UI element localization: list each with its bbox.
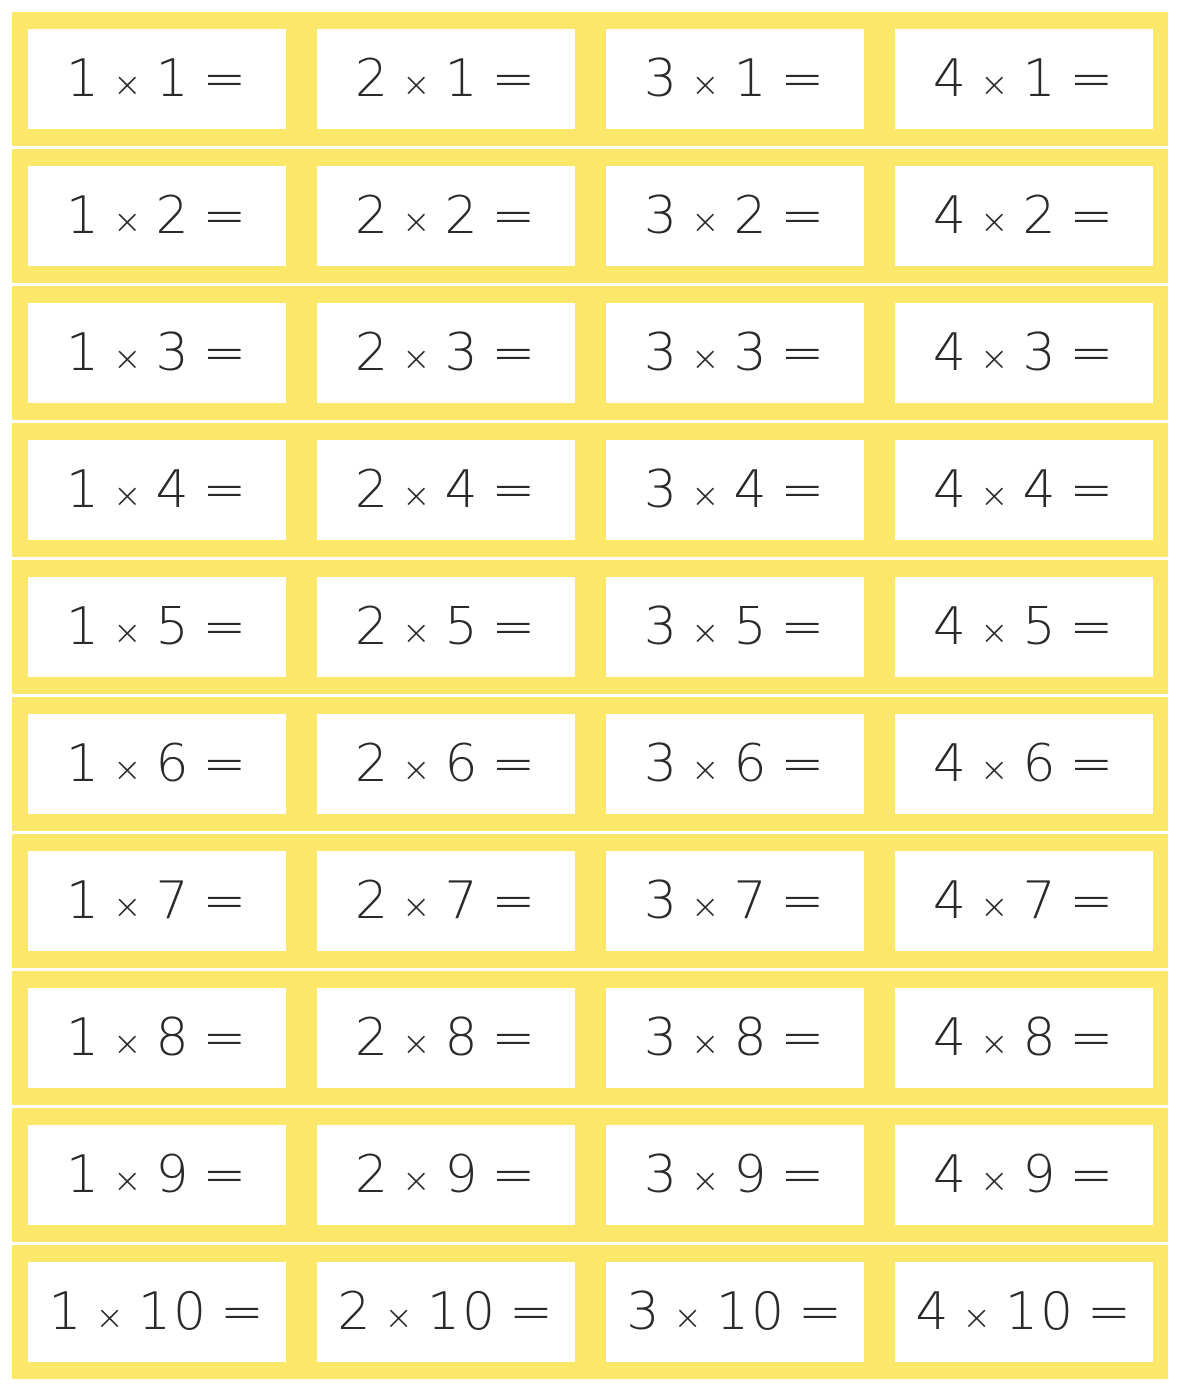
times-sign: × [401, 476, 433, 516]
flashcard [606, 577, 864, 677]
factor-b: 10 [1004, 1282, 1076, 1342]
flashcard [28, 1262, 286, 1362]
flashcard [895, 303, 1153, 403]
equals-sign: = [1069, 460, 1116, 520]
card-row [12, 971, 1168, 1105]
factor-b: 1 [1022, 49, 1058, 109]
factor-b: 7 [444, 871, 480, 931]
factor-a: 1 [48, 1282, 84, 1342]
times-sign: × [690, 750, 722, 790]
flashcard [317, 851, 575, 951]
times-sign: × [112, 613, 144, 653]
factor-b: 5 [155, 597, 191, 657]
times-sign: × [112, 202, 144, 242]
flashcard [317, 166, 575, 266]
factor-b: 2 [733, 186, 769, 246]
times-sign: × [95, 1298, 126, 1338]
flashcard [606, 440, 864, 540]
factor-b: 2 [444, 186, 480, 246]
flashcard [606, 303, 864, 403]
equals-sign: = [1069, 49, 1116, 109]
factor-a: 3 [643, 49, 679, 109]
equals-sign: = [1069, 186, 1116, 246]
factor-b: 10 [426, 1282, 498, 1342]
factor-a: 1 [65, 323, 101, 383]
factor-a: 4 [932, 597, 968, 657]
flashcard [895, 166, 1153, 266]
times-sign: × [401, 887, 433, 927]
card-row [12, 1108, 1168, 1242]
factor-b: 2 [1022, 186, 1058, 246]
equals-sign: = [780, 597, 827, 657]
factor-b: 7 [1022, 871, 1058, 931]
factor-b: 3 [444, 323, 480, 383]
flashcard [895, 577, 1153, 677]
equals-sign: = [509, 1282, 555, 1342]
factor-a: 2 [337, 1282, 373, 1342]
factor-a: 1 [65, 1008, 101, 1068]
flashcard [606, 714, 864, 814]
flashcard [28, 166, 286, 266]
equals-sign: = [491, 49, 538, 109]
factor-a: 1 [65, 1145, 101, 1205]
factor-b: 9 [733, 1145, 769, 1205]
times-sign: × [112, 65, 144, 105]
equals-sign: = [1087, 1282, 1133, 1342]
times-sign: × [979, 65, 1011, 105]
factor-b: 5 [733, 597, 769, 657]
factor-a: 3 [643, 597, 679, 657]
factor-a: 4 [932, 871, 968, 931]
times-sign: × [979, 1161, 1011, 1201]
flashcard [317, 29, 575, 129]
equals-sign: = [780, 871, 827, 931]
card-row [12, 697, 1168, 831]
flashcard [28, 851, 286, 951]
flashcard [28, 440, 286, 540]
times-sign: × [673, 1298, 704, 1338]
flashcard [606, 1125, 864, 1225]
factor-a: 2 [354, 734, 390, 794]
factor-b: 4 [1022, 460, 1058, 520]
times-sign: × [979, 613, 1011, 653]
times-sign: × [112, 887, 144, 927]
times-sign: × [690, 1161, 722, 1201]
times-sign: × [690, 202, 722, 242]
equals-sign: = [1069, 734, 1116, 794]
equals-sign: = [780, 186, 827, 246]
equals-sign: = [780, 49, 827, 109]
factor-a: 2 [354, 186, 390, 246]
times-sign: × [401, 65, 433, 105]
flashcard [895, 851, 1153, 951]
factor-b: 4 [155, 460, 191, 520]
card-row [12, 149, 1168, 283]
equals-sign: = [1069, 1008, 1116, 1068]
equals-sign: = [780, 1145, 827, 1205]
equals-sign: = [202, 597, 249, 657]
equals-sign: = [1069, 323, 1116, 383]
equals-sign: = [202, 186, 249, 246]
card-row [12, 423, 1168, 557]
times-sign: × [401, 1161, 433, 1201]
equals-sign: = [202, 49, 249, 109]
factor-b: 1 [155, 49, 191, 109]
times-sign: × [112, 750, 144, 790]
flashcard [317, 577, 575, 677]
factor-a: 4 [932, 1008, 968, 1068]
flashcard [28, 714, 286, 814]
flashcard [606, 166, 864, 266]
flashcard [895, 1125, 1153, 1225]
factor-a: 1 [65, 49, 101, 109]
factor-a: 2 [354, 1145, 390, 1205]
times-sign: × [690, 613, 722, 653]
factor-b: 8 [155, 1008, 191, 1068]
factor-b: 9 [444, 1145, 480, 1205]
equals-sign: = [780, 1008, 827, 1068]
times-sign: × [690, 339, 722, 379]
flashcard [606, 29, 864, 129]
flashcard [606, 1262, 864, 1362]
factor-b: 7 [733, 871, 769, 931]
factor-b: 3 [733, 323, 769, 383]
times-sign: × [690, 887, 722, 927]
factor-a: 1 [65, 871, 101, 931]
factor-a: 1 [65, 734, 101, 794]
factor-b: 9 [1022, 1145, 1058, 1205]
factor-a: 4 [932, 49, 968, 109]
factor-a: 3 [643, 871, 679, 931]
equals-sign: = [491, 460, 538, 520]
flashcard [317, 988, 575, 1088]
factor-a: 3 [626, 1282, 662, 1342]
equals-sign: = [202, 323, 249, 383]
card-row [12, 834, 1168, 968]
equals-sign: = [780, 734, 827, 794]
card-row [12, 12, 1168, 146]
equals-sign: = [202, 734, 249, 794]
times-sign: × [401, 613, 433, 653]
equals-sign: = [202, 1008, 249, 1068]
factor-b: 3 [1022, 323, 1058, 383]
equals-sign: = [491, 1145, 538, 1205]
equals-sign: = [491, 597, 538, 657]
equals-sign: = [202, 871, 249, 931]
equals-sign: = [220, 1282, 266, 1342]
factor-a: 3 [643, 460, 679, 520]
factor-a: 1 [65, 597, 101, 657]
flashcard [606, 988, 864, 1088]
equals-sign: = [491, 871, 538, 931]
factor-b: 8 [1022, 1008, 1058, 1068]
factor-a: 2 [354, 460, 390, 520]
flashcard [317, 1262, 575, 1362]
flashcard [895, 714, 1153, 814]
factor-b: 6 [155, 734, 191, 794]
card-row [12, 560, 1168, 694]
factor-b: 2 [155, 186, 191, 246]
factor-a: 1 [65, 460, 101, 520]
equals-sign: = [798, 1282, 844, 1342]
equals-sign: = [1069, 871, 1116, 931]
flashcard [317, 440, 575, 540]
factor-a: 4 [915, 1282, 951, 1342]
times-sign: × [401, 750, 433, 790]
flashcard [28, 1125, 286, 1225]
factor-b: 10 [137, 1282, 209, 1342]
factor-a: 2 [354, 323, 390, 383]
factor-b: 8 [444, 1008, 480, 1068]
equals-sign: = [491, 323, 538, 383]
flashcard [28, 29, 286, 129]
times-sign: × [962, 1298, 993, 1338]
factor-b: 5 [1022, 597, 1058, 657]
factor-b: 1 [444, 49, 480, 109]
factor-a: 4 [932, 186, 968, 246]
factor-b: 5 [444, 597, 480, 657]
factor-a: 2 [354, 871, 390, 931]
factor-b: 1 [733, 49, 769, 109]
times-sign: × [690, 476, 722, 516]
flashcard [317, 714, 575, 814]
factor-b: 4 [444, 460, 480, 520]
equals-sign: = [491, 1008, 538, 1068]
flashcard [895, 29, 1153, 129]
equals-sign: = [202, 460, 249, 520]
factor-a: 4 [932, 460, 968, 520]
flashcard [895, 988, 1153, 1088]
times-sign: × [979, 750, 1011, 790]
times-sign: × [112, 1024, 144, 1064]
times-sign: × [979, 887, 1011, 927]
equals-sign: = [491, 186, 538, 246]
factor-a: 3 [643, 1008, 679, 1068]
factor-a: 3 [643, 734, 679, 794]
factor-a: 2 [354, 49, 390, 109]
factor-b: 6 [733, 734, 769, 794]
equals-sign: = [780, 460, 827, 520]
times-sign: × [401, 202, 433, 242]
factor-b: 6 [444, 734, 480, 794]
times-sign: × [112, 1161, 144, 1201]
flashcard [28, 303, 286, 403]
factor-b: 6 [1022, 734, 1058, 794]
times-sign: × [112, 339, 144, 379]
card-row [12, 286, 1168, 420]
flashcard [28, 577, 286, 677]
factor-a: 2 [354, 597, 390, 657]
factor-b: 4 [733, 460, 769, 520]
factor-a: 4 [932, 323, 968, 383]
times-sign: × [401, 1024, 433, 1064]
factor-b: 9 [155, 1145, 191, 1205]
times-sign: × [401, 339, 433, 379]
flashcard [317, 1125, 575, 1225]
flashcard [895, 440, 1153, 540]
equals-sign: = [491, 734, 538, 794]
factor-a: 4 [932, 734, 968, 794]
equals-sign: = [202, 1145, 249, 1205]
times-sign: × [690, 65, 722, 105]
factor-a: 1 [65, 186, 101, 246]
times-sign: × [979, 339, 1011, 379]
times-sign: × [979, 476, 1011, 516]
factor-a: 3 [643, 1145, 679, 1205]
equals-sign: = [780, 323, 827, 383]
factor-a: 3 [643, 323, 679, 383]
times-sign: × [384, 1298, 415, 1338]
flashcard [895, 1262, 1153, 1362]
times-sign: × [690, 1024, 722, 1064]
factor-b: 7 [155, 871, 191, 931]
times-sign: × [979, 202, 1011, 242]
factor-b: 3 [155, 323, 191, 383]
equals-sign: = [1069, 1145, 1116, 1205]
factor-b: 10 [715, 1282, 787, 1342]
times-sign: × [979, 1024, 1011, 1064]
flashcard-sheet [12, 12, 1168, 1382]
flashcard [28, 988, 286, 1088]
flashcard [606, 851, 864, 951]
factor-a: 2 [354, 1008, 390, 1068]
factor-a: 4 [932, 1145, 968, 1205]
equals-sign: = [1069, 597, 1116, 657]
card-row [12, 1245, 1168, 1379]
flashcard [317, 303, 575, 403]
times-sign: × [112, 476, 144, 516]
factor-a: 3 [643, 186, 679, 246]
factor-b: 8 [733, 1008, 769, 1068]
